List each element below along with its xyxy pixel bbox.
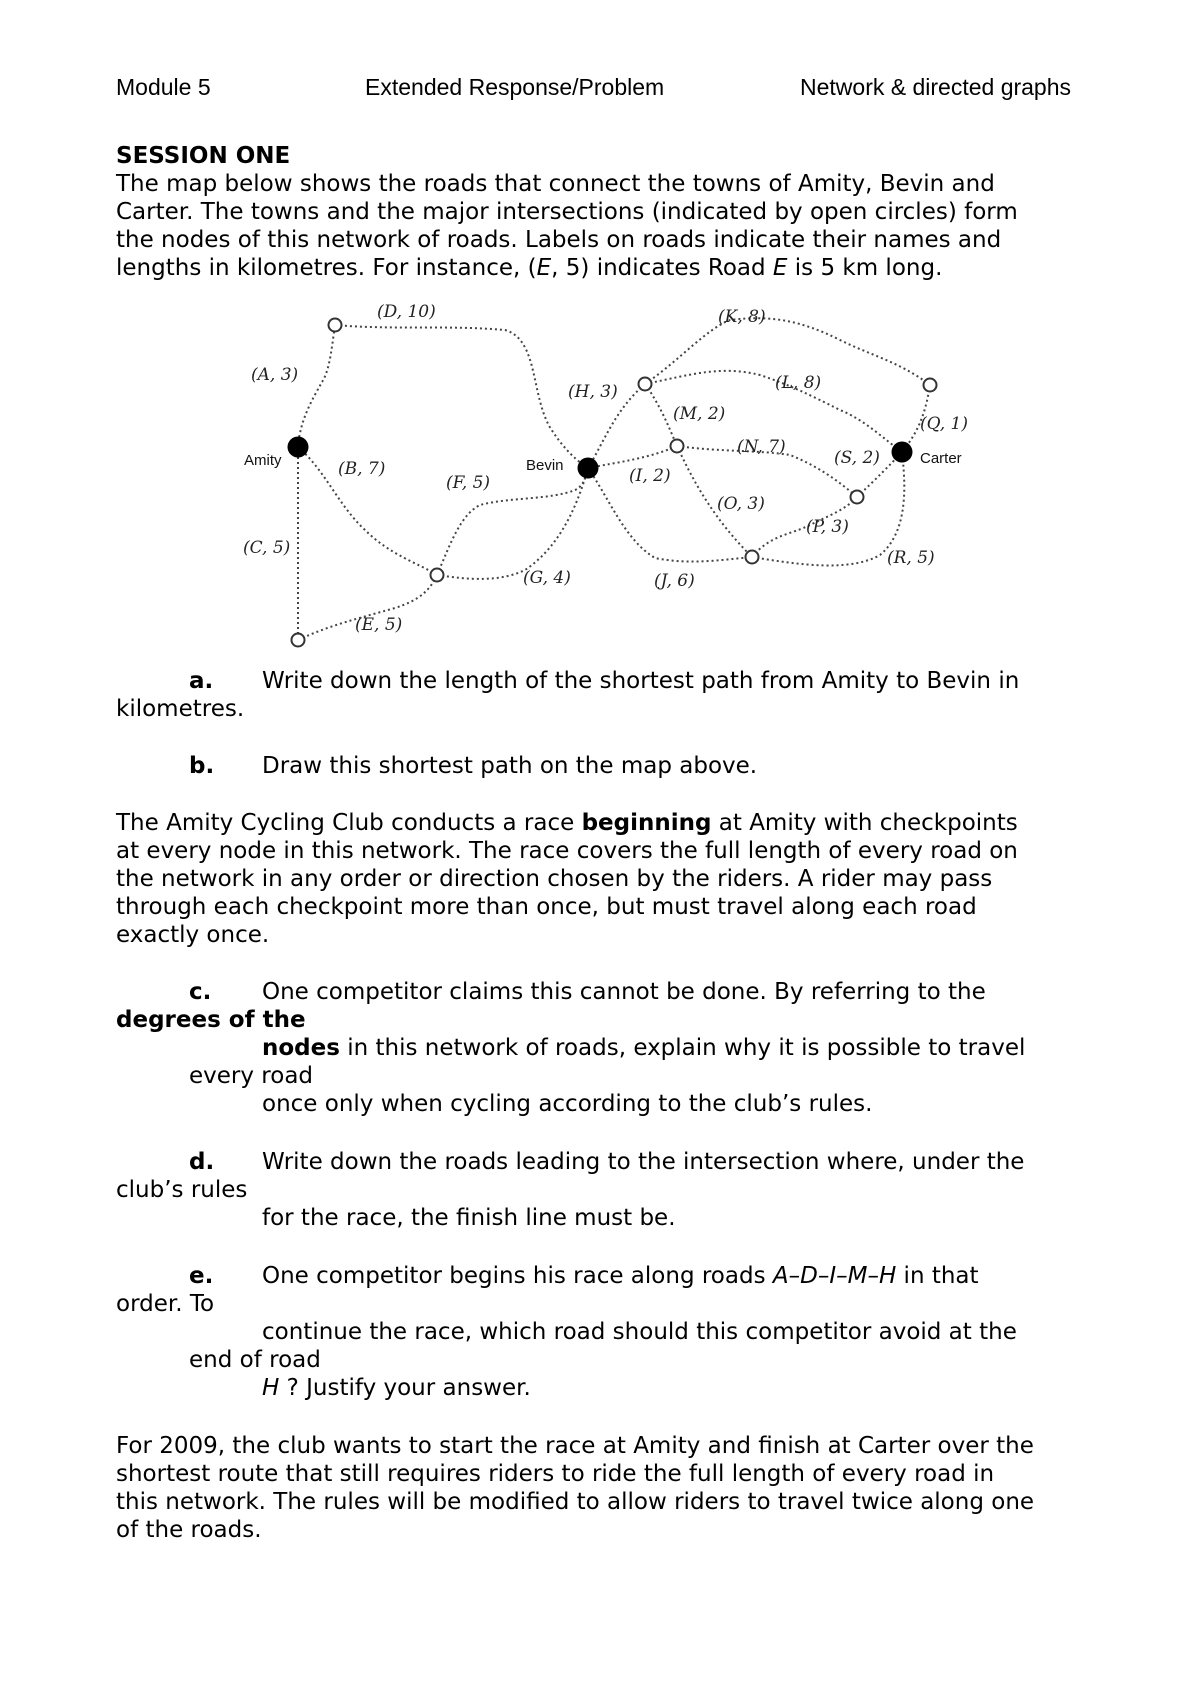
- road-i: [588, 446, 677, 468]
- intro-tail: is 5 km long.: [787, 255, 943, 281]
- question-e-letter: e.: [189, 1263, 214, 1289]
- intro-road-e-2: E: [772, 255, 788, 281]
- road-label-r: (R, 5): [887, 548, 935, 568]
- town-amity-label: Amity: [244, 452, 282, 469]
- road-label-o: (O, 3): [717, 494, 765, 514]
- race-line-2: at every node in this network. The race covers the full length of every road on: [116, 838, 1018, 864]
- question-e-road-h: H: [262, 1375, 280, 1401]
- town-amity-node: [288, 437, 309, 458]
- question-e-line-5: [262, 1374, 531, 1402]
- road-d: [335, 325, 588, 468]
- intro-line-3: the nodes of this network of roads. Labels on roads indicate their names and: [116, 227, 1002, 253]
- question-c-line-2: degrees of the: [116, 1007, 306, 1033]
- town-carter-label: Carter: [920, 450, 962, 467]
- race-line-5: exactly once.: [116, 922, 270, 948]
- road-label-l: (L, 8): [775, 373, 822, 393]
- intro-mid: , 5) indicates Road: [551, 255, 773, 281]
- question-c-line-4: every road: [189, 1063, 314, 1089]
- race-post: at Amity with checkpoints: [711, 810, 1018, 836]
- road-label-p: (P, 3): [806, 517, 849, 537]
- road-label-m: (M, 2): [673, 404, 726, 424]
- road-label-h: (H, 3): [568, 382, 618, 402]
- question-d-letter: d.: [189, 1149, 215, 1175]
- header-topic: Network & directed graphs: [800, 74, 1072, 100]
- question-d-line-2: club’s rules: [116, 1177, 248, 1203]
- road-label-c: (C, 5): [243, 538, 291, 558]
- town-bevin-node: [578, 458, 599, 479]
- node-ce-intersection: [292, 634, 305, 647]
- node-bfeg-intersection: [431, 569, 444, 582]
- question-e-roads: A–D–I–M–H: [772, 1263, 897, 1289]
- question-c-line-3-rest: in this network of roads, explain why it is possible to travel: [339, 1035, 1026, 1061]
- node-nps-intersection: [851, 491, 864, 504]
- node-hklm-intersection: [639, 378, 652, 391]
- road-label-s: (S, 2): [834, 448, 880, 468]
- race-line-3: the network in any order or direction chosen by the riders. A rider may pass: [116, 866, 993, 892]
- race-line-1: [116, 809, 1018, 837]
- road-label-d: (D, 10): [377, 302, 436, 322]
- intro-line-2: Carter. The towns and the major intersections (indicated by open circles) form: [116, 199, 1018, 225]
- question-a-letter: a.: [189, 668, 214, 694]
- question-e-line-1-post: in that: [896, 1263, 979, 1289]
- node-kq-intersection: [924, 379, 937, 392]
- session-title: SESSION ONE: [116, 143, 291, 169]
- node-jopr-intersection: [746, 551, 759, 564]
- question-e-line-1: [262, 1262, 979, 1290]
- road-label-k: (K, 8): [718, 307, 766, 327]
- road-label-e: (E, 5): [355, 615, 403, 635]
- road-label-n: (N, 7): [737, 437, 786, 457]
- question-b-line-1: Draw this shortest path on the map above.: [262, 753, 758, 779]
- question-c-letter: c.: [189, 979, 212, 1005]
- question-b-letter: b.: [189, 753, 215, 779]
- question-c-line-3: [262, 1034, 1025, 1062]
- header-title: Extended Response/Problem: [365, 74, 665, 100]
- question-a-line-1: Write down the length of the shortest path from Amity to Bevin in: [262, 668, 1020, 694]
- question-e-line-1-pre: One competitor begins his race along roads: [262, 1263, 773, 1289]
- intro-road-e: E: [536, 255, 552, 281]
- road-label-f: (F, 5): [446, 473, 491, 493]
- question-c-line-1: One competitor claims this cannot be done. By referring to the: [262, 979, 986, 1005]
- race-pre: The Amity Cycling Club conducts a race: [116, 810, 582, 836]
- road-label-j: (J, 6): [654, 571, 695, 591]
- road-label-q: (Q, 1): [920, 414, 968, 434]
- question-e-line-3: continue the race, which road should this competitor avoid at the: [262, 1319, 1017, 1345]
- question-e-line-5-rest: ? Justify your answer.: [279, 1375, 531, 1401]
- question-e-line-4: end of road: [189, 1347, 321, 1373]
- final-line-1: For 2009, the club wants to start the race at Amity and finish at Carter over the: [116, 1433, 1034, 1459]
- race-line-4: through each checkpoint more than once, but must travel along each road: [116, 894, 977, 920]
- final-line-4: of the roads.: [116, 1517, 262, 1543]
- final-line-3: this network. The rules will be modified to allow riders to travel twice along one: [116, 1489, 1035, 1515]
- header-module: Module 5: [116, 74, 211, 100]
- question-e-line-2: order. To: [116, 1291, 215, 1317]
- question-c-line-5: once only when cycling according to the club’s rules.: [262, 1091, 873, 1117]
- question-d-line-3: for the race, the finish line must be.: [262, 1205, 676, 1231]
- question-a-line-2: kilometres.: [116, 696, 245, 722]
- road-r: [752, 452, 904, 565]
- town-bevin-label: Bevin: [526, 457, 564, 474]
- road-a: [298, 325, 335, 447]
- question-d-line-1: Write down the roads leading to the intersection where, under the: [262, 1149, 1025, 1175]
- intro-line-4-start: lengths in kilometres. For instance, (: [116, 255, 537, 281]
- road-label-a: (A, 3): [251, 365, 299, 385]
- race-bold: beginning: [581, 810, 712, 836]
- intro-line-1: The map below shows the roads that connect the towns of Amity, Bevin and: [116, 171, 995, 197]
- town-carter-node: [892, 442, 913, 463]
- question-c-nodes: nodes: [262, 1035, 340, 1061]
- node-d-intersection: [329, 319, 342, 332]
- node-imno-intersection: [671, 440, 684, 453]
- road-label-b: (B, 7): [338, 459, 386, 479]
- final-line-2: shortest route that still requires riders to ride the full length of every road in: [116, 1461, 995, 1487]
- road-label-i: (I, 2): [629, 466, 671, 486]
- road-label-g: (G, 4): [523, 568, 571, 588]
